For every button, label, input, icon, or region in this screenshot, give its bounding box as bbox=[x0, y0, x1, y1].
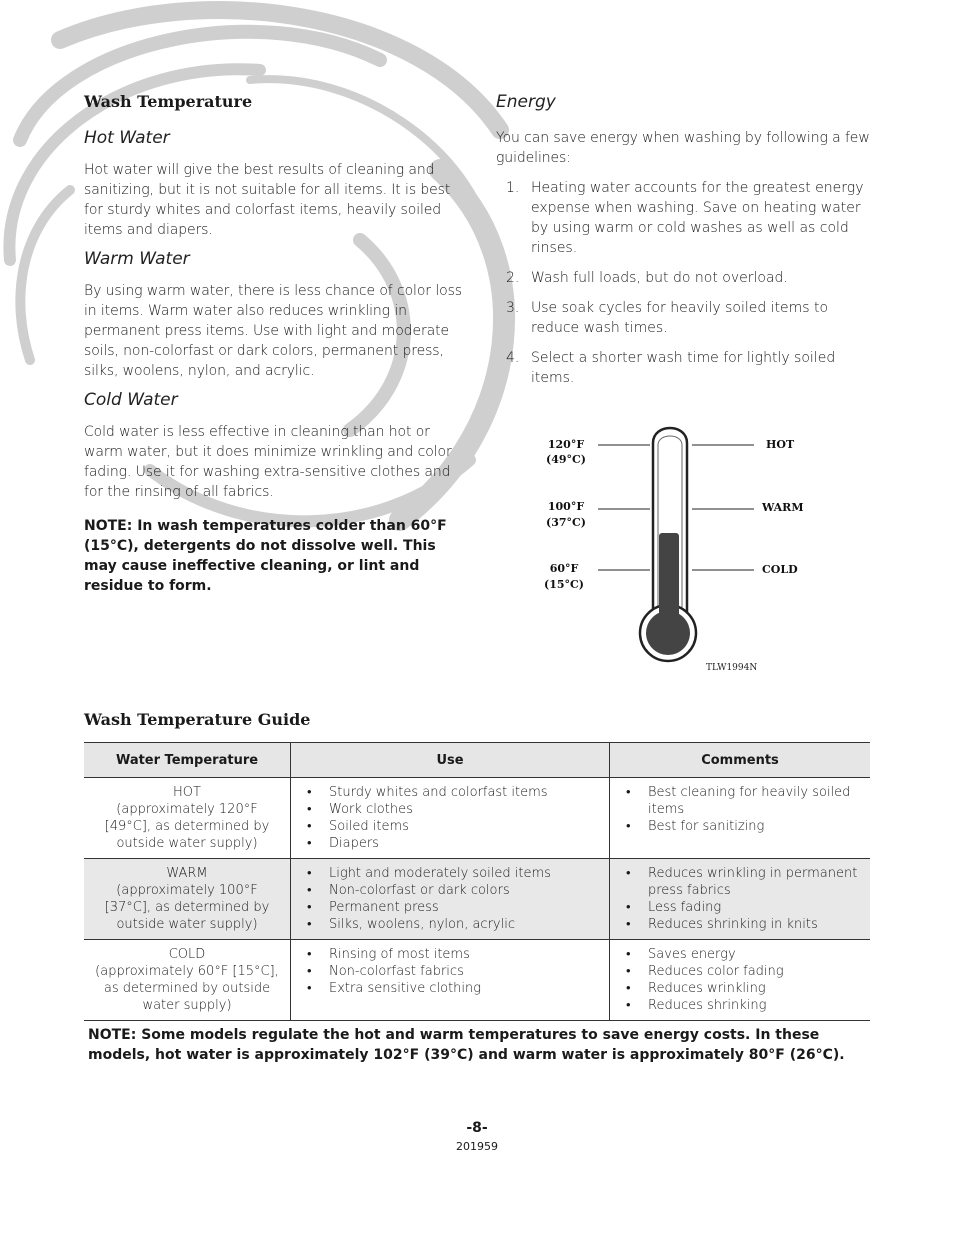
hot-celsius-label: (49°C) bbox=[546, 453, 586, 466]
comment-item: • Less fading bbox=[618, 899, 862, 916]
wash-temperature-title: Wash Temperature bbox=[84, 92, 253, 111]
detergent-note: NOTE: In wash temperatures colder than 60°F (15°C), detergents do not dissolve well. This may cause ineffective cleaning, or lint and residue to form. bbox=[84, 518, 447, 594]
cold-water-heading: Cold Water bbox=[84, 390, 178, 410]
comment-item: • Reduces wrinkling bbox=[618, 980, 862, 997]
table-header-row bbox=[84, 743, 870, 778]
comments-cell bbox=[610, 940, 871, 1021]
comment-item: • Reduces shrinking in knits bbox=[618, 916, 862, 933]
energy-item bbox=[496, 298, 871, 338]
hot-water-heading: Hot Water bbox=[84, 128, 170, 148]
wash-temperature-column bbox=[84, 92, 462, 596]
comment-item: • Saves energy bbox=[618, 946, 862, 963]
page-number: -8- bbox=[466, 1120, 488, 1136]
header-water-temperature: Water Temperature bbox=[84, 743, 291, 778]
energy-column bbox=[496, 92, 871, 398]
energy-item bbox=[496, 178, 871, 258]
wash-temperature-table bbox=[84, 742, 870, 1021]
use-item: • Silks, woolens, nylon, acrylic bbox=[299, 916, 601, 933]
energy-item-text: Select a shorter wash time for lightly soiled items. bbox=[531, 350, 836, 386]
header-comments: Comments bbox=[610, 743, 871, 778]
cold-water-text: Cold water is less effective in cleaning than hot or warm water, but it does minimize wrinkling and color fading. Use it for washing extra-sensitive clothes and for the rinsing of all fabrics. bbox=[84, 424, 452, 500]
use-item: • Non-colorfast fabrics bbox=[299, 963, 601, 980]
use-item: • Permanent press bbox=[299, 899, 601, 916]
warm-celsius-label: (37°C) bbox=[546, 516, 586, 529]
energy-item-number: 4. bbox=[506, 350, 520, 366]
document-code: 201959 bbox=[456, 1140, 498, 1153]
use-cell bbox=[291, 778, 610, 859]
use-item: • Extra sensitive clothing bbox=[299, 980, 601, 997]
table-row bbox=[84, 859, 870, 940]
comment-item: • Reduces color fading bbox=[618, 963, 862, 980]
comments-cell bbox=[610, 778, 871, 859]
comment-item: • Reduces wrinkling in permanent press fabrics bbox=[618, 865, 862, 899]
warm-water-text: By using warm water, there is less chance of color loss in items. Warm water also reduces wrinkling in permanent press items. Use with light and moderate soils, non-colorfast or dark colors, permanent press, silks, woolens, nylon, and acrylic. bbox=[84, 283, 462, 379]
temp-desc: (approximately 60°F [15°C], as determined by outside water supply) bbox=[95, 964, 279, 1013]
use-item: • Work clothes bbox=[299, 801, 601, 818]
temp-cell bbox=[84, 940, 291, 1021]
use-item: • Sturdy whites and colorfast items bbox=[299, 784, 601, 801]
temp-name: WARM bbox=[166, 866, 208, 881]
comment-item: • Reduces shrinking bbox=[618, 997, 862, 1014]
cold-fahrenheit-label: 60°F bbox=[549, 562, 579, 575]
energy-list bbox=[496, 178, 871, 388]
energy-intro: You can save energy when washing by following a few guidelines: bbox=[496, 130, 870, 166]
use-item: • Light and moderately soiled items bbox=[299, 865, 601, 882]
energy-item-text: Use soak cycles for heavily soiled items to reduce wash times. bbox=[531, 300, 829, 336]
temp-cell bbox=[84, 859, 291, 940]
use-item: • Soiled items bbox=[299, 818, 601, 835]
temp-cell bbox=[84, 778, 291, 859]
energy-item-number: 1. bbox=[506, 180, 520, 196]
use-item: • Diapers bbox=[299, 835, 601, 852]
thermometer-mercury bbox=[659, 533, 679, 635]
use-item: • Non-colorfast or dark colors bbox=[299, 882, 601, 899]
comments-cell bbox=[610, 859, 871, 940]
energy-item-number: 3. bbox=[506, 300, 520, 316]
table-row bbox=[84, 778, 870, 859]
use-item: • Rinsing of most items bbox=[299, 946, 601, 963]
temp-desc: (approximately 100°F [37°C], as determined by outside water supply) bbox=[104, 883, 270, 932]
hot-water-text: Hot water will give the best results of cleaning and sanitizing, but it is not suitable for all items. It is best for sturdy whites and colorfast items, heavily soiled items and diapers. bbox=[84, 162, 451, 238]
temp-desc: (approximately 120°F [49°C], as determined by outside water supply) bbox=[104, 802, 270, 851]
warm-fahrenheit-label: 100°F bbox=[547, 500, 585, 513]
thermometer-diagram bbox=[540, 415, 804, 675]
energy-item bbox=[496, 348, 871, 388]
table-row bbox=[84, 940, 870, 1021]
temp-name: COLD bbox=[168, 947, 206, 962]
use-cell bbox=[291, 859, 610, 940]
comment-item: • Best cleaning for heavily soiled items bbox=[618, 784, 862, 818]
energy-item bbox=[496, 268, 871, 288]
guide-title: Wash Temperature Guide bbox=[84, 710, 311, 729]
figure-code: TLW1994N bbox=[706, 663, 758, 673]
header-use: Use bbox=[291, 743, 610, 778]
cold-celsius-label: (15°C) bbox=[544, 578, 584, 591]
warm-label: WARM bbox=[762, 501, 804, 514]
cold-label: COLD bbox=[762, 563, 798, 576]
energy-item-text: Wash full loads, but do not overload. bbox=[531, 270, 788, 286]
hot-fahrenheit-label: 120°F bbox=[547, 438, 585, 451]
energy-heading: Energy bbox=[496, 92, 556, 112]
temp-name: HOT bbox=[173, 785, 201, 800]
energy-models-note: NOTE: Some models regulate the hot and warm temperatures to save energy costs. In these models, hot water is approximately 102°F (39°C) and warm water is approximately 80°F (26°C). bbox=[88, 1027, 845, 1063]
comment-item: • Best for sanitizing bbox=[618, 818, 862, 835]
energy-item-number: 2. bbox=[506, 270, 520, 286]
energy-item-text: Heating water accounts for the greatest energy expense when washing. Save on heating water by using warm or cold washes as well as cold rinses. bbox=[531, 180, 864, 256]
warm-water-heading: Warm Water bbox=[84, 249, 190, 269]
hot-label: HOT bbox=[766, 438, 795, 451]
use-cell bbox=[291, 940, 610, 1021]
